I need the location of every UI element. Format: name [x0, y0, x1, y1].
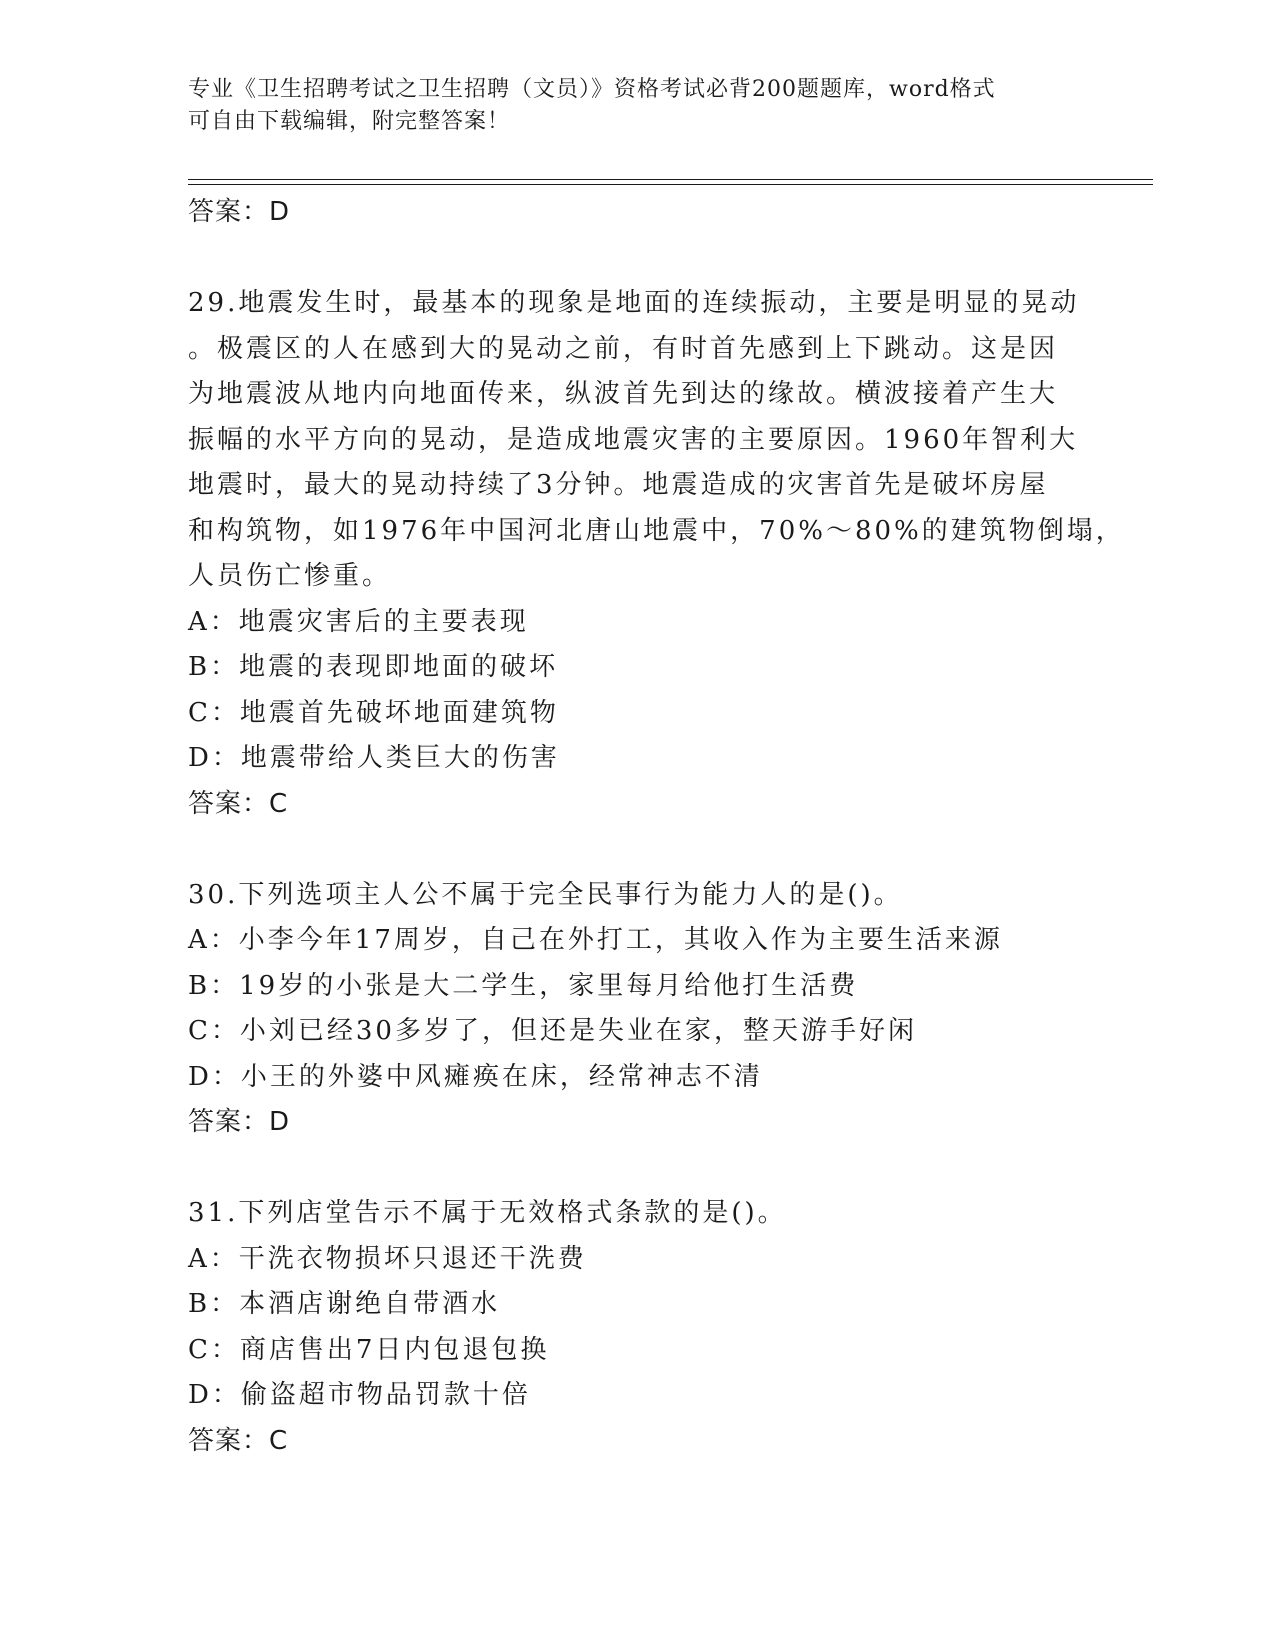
spacer — [188, 1146, 1088, 1192]
header-divider-top — [188, 179, 1153, 180]
answer: 答案：C — [188, 1425, 289, 1456]
question-text-line: 31.下列店堂告示不属于无效格式条款的是()。 — [188, 1198, 787, 1228]
question-29 — [188, 281, 1125, 827]
option-a: A：地震灾害后的主要表现 — [188, 606, 529, 637]
question-text-line: 人员伤亡惨重。 — [188, 561, 392, 591]
question-text-line: 29.地震发生时，最基本的现象是地面的连续振动，主要是明显的晃动 — [188, 288, 1080, 318]
option-a: A：小李今年17周岁，自己在外打工，其收入作为主要生活来源 — [188, 925, 1003, 955]
question-text-line: 和构筑物，如1976年中国河北唐山地震中，70%～80%的建筑物倒塌， — [188, 515, 1125, 546]
option-c: C：地震首先破坏地面建筑物 — [188, 697, 559, 728]
spacer — [188, 236, 1088, 282]
question-text-line: 振幅的水平方向的晃动，是造成地震灾害的主要原因。1960年智利大 — [188, 424, 1079, 455]
question-text-line: 地震时，最大的晃动持续了3分钟。地震造成的灾害首先是破坏房屋 — [188, 470, 1049, 500]
previous-answer: 答案：D — [188, 197, 291, 227]
option-d: D：小王的外婆中风瘫痪在床，经常神志不清 — [188, 1061, 763, 1092]
document-body — [188, 190, 1125, 1464]
header-divider-bottom — [188, 184, 1153, 185]
option-a: A：干洗衣物损坏只退还干洗费 — [188, 1243, 587, 1274]
question-text-line: 为地震波从地内向地面传来，纵波首先到达的缘故。横波接着产生大 — [188, 379, 1059, 409]
option-d: D：偷盗超市物品罚款十倍 — [188, 1380, 531, 1410]
header-line-1: 专业《卫生招聘考试之卫生招聘（文员）》资格考试必背200题题库，word格式 — [188, 77, 996, 102]
header-line-2: 可自由下载编辑，附完整答案！ — [188, 109, 511, 134]
document-header — [188, 74, 1068, 138]
option-d: D：地震带给人类巨大的伤害 — [188, 743, 560, 773]
question-31 — [188, 1191, 1088, 1464]
answer: 答案：D — [188, 1107, 291, 1137]
question-text-line: 30.下列选项主人公不属于完全民事行为能力人的是()。 — [188, 879, 903, 910]
option-c: C：小刘已经30多岁了，但还是失业在家，整天游手好闲 — [188, 1016, 917, 1046]
answer: 答案：C — [188, 788, 289, 819]
option-b: B：地震的表现即地面的破坏 — [188, 652, 559, 682]
option-c: C：商店售出7日内包退包换 — [188, 1334, 550, 1365]
spacer — [188, 827, 1088, 873]
option-b: B：19岁的小张是大二学生，家里每月给他打生活费 — [188, 970, 859, 1001]
question-text-line: 。极震区的人在感到大的晃动之前，有时首先感到上下跳动。这是因 — [188, 333, 1059, 364]
question-30 — [188, 873, 1088, 1146]
option-b: B：本酒店谢绝自带酒水 — [188, 1289, 501, 1319]
